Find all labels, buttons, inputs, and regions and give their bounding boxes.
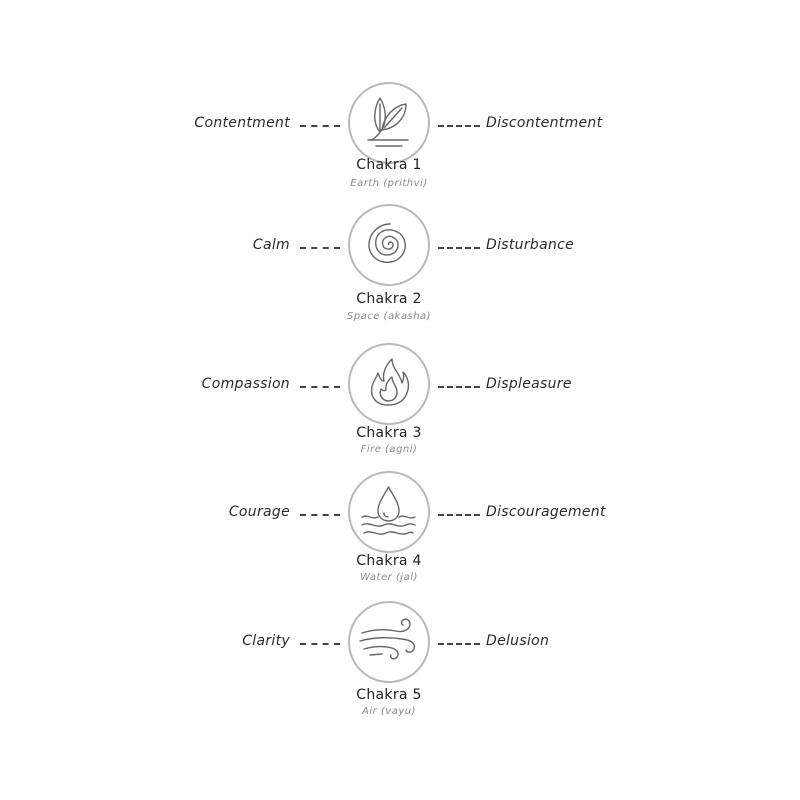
connector-left bbox=[300, 125, 340, 127]
chakra-row-2 bbox=[0, 204, 800, 354]
chakra-element: Fire (agni) bbox=[360, 444, 418, 455]
connector-right bbox=[438, 125, 480, 127]
quality-negative: Discouragement bbox=[486, 504, 606, 520]
quality-negative: Delusion bbox=[486, 633, 550, 649]
connector-left bbox=[300, 514, 340, 516]
flame-icon bbox=[350, 345, 427, 422]
chakra-row-5 bbox=[0, 601, 800, 751]
chakra-emblem bbox=[348, 204, 430, 286]
chakra-emblem bbox=[348, 471, 430, 553]
chakra-emblem bbox=[348, 82, 430, 164]
chakra-title: Chakra 5 bbox=[356, 687, 422, 703]
connector-left bbox=[300, 247, 340, 249]
wind-icon bbox=[350, 603, 427, 680]
chakra-title: Chakra 1 bbox=[356, 157, 422, 173]
chakra-title: Chakra 2 bbox=[356, 291, 422, 307]
quality-positive: Courage bbox=[228, 504, 290, 520]
chakra-element: Air (vayu) bbox=[361, 706, 416, 717]
quality-positive: Contentment bbox=[194, 115, 290, 131]
connector-left bbox=[300, 643, 340, 645]
quality-positive: Calm bbox=[252, 237, 290, 253]
quality-negative: Disturbance bbox=[486, 237, 575, 253]
connector-right bbox=[438, 643, 480, 645]
chakra-title: Chakra 4 bbox=[356, 553, 422, 569]
chakra-element: Space (akasha) bbox=[346, 311, 432, 322]
connector-right bbox=[438, 247, 480, 249]
chakra-title: Chakra 3 bbox=[356, 425, 422, 441]
spiral-icon bbox=[350, 206, 427, 283]
quality-negative: Displeasure bbox=[486, 376, 572, 392]
chakra-element: Water (jal) bbox=[360, 572, 418, 583]
quality-negative: Discontentment bbox=[486, 115, 603, 131]
connector-right bbox=[438, 514, 480, 516]
chakra-emblem bbox=[348, 343, 430, 425]
quality-positive: Compassion bbox=[201, 376, 290, 392]
chakra-element: Earth (prithvi) bbox=[350, 178, 428, 189]
chakra-row-4 bbox=[0, 471, 800, 621]
water-drop-icon bbox=[350, 473, 427, 550]
connector-left bbox=[300, 386, 340, 388]
leaf-icon bbox=[350, 84, 427, 161]
quality-positive: Clarity bbox=[242, 633, 290, 649]
connector-right bbox=[438, 386, 480, 388]
chakra-emblem bbox=[348, 601, 430, 683]
